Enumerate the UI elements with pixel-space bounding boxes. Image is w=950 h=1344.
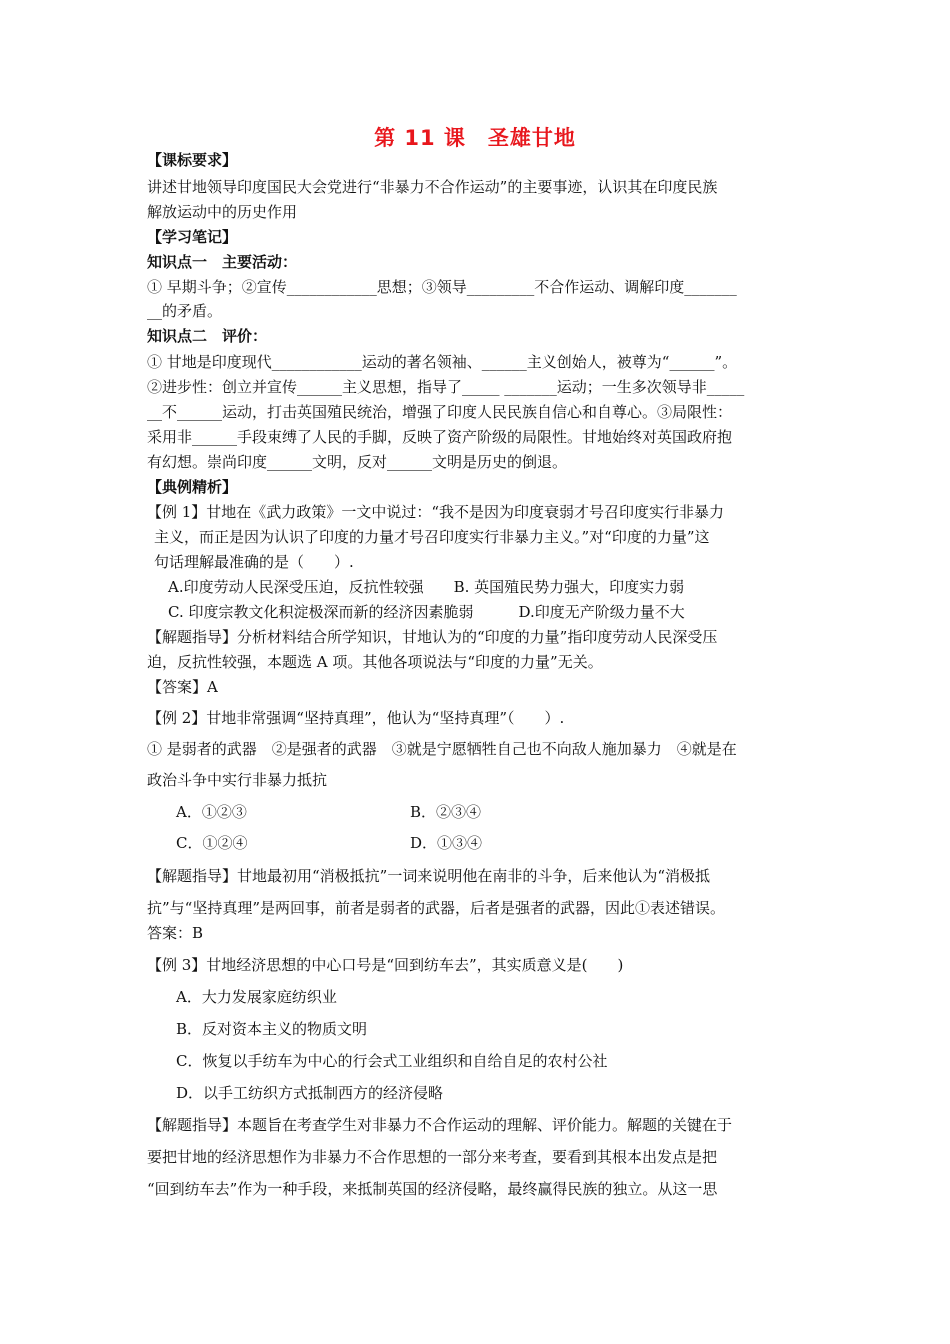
example-1-guide: 迫，反抗性较强，本题选 A 项。其他各项说法与“印度的力量”无关。 xyxy=(147,653,603,671)
section-header-examples: 【典例精析】 xyxy=(147,478,238,496)
example-1-question: 主义，而正是因为认识了印度的力量才号召印度实行非暴力主义。”对“印度的力量”这 xyxy=(154,528,710,546)
example-2-option-b: B．②③④ xyxy=(410,803,482,821)
example-1-options: C. 印度宗教文化积淀极深而新的经济因素脆弱 D.印度无产阶级力量不大 xyxy=(168,603,685,621)
example-3-guide: 【解题指导】本题旨在考查学生对非暴力不合作运动的理解、评价能力。解题的关键在于 xyxy=(147,1116,733,1134)
example-2-statements: 政治斗争中实行非暴力抵抗 xyxy=(147,771,328,789)
example-2-option-c: C．①②④ xyxy=(176,834,248,852)
example-3-option-b: B．反对资本主义的物质文明 xyxy=(176,1020,368,1038)
example-1-answer: 【答案】A xyxy=(147,678,218,696)
example-2-statements: ① 是弱者的武器 ②是强者的武器 ③就是宁愿牺牲自己也不向敌人施加暴力 ④就是在 xyxy=(147,740,737,758)
knowledge-point-1-title: 知识点一 主要活动： xyxy=(147,253,298,271)
example-3-option-c: C．恢复以手纺车为中心的行会式工业组织和自给自足的农村公社 xyxy=(176,1052,608,1070)
example-2-question: 【例 2】甘地非常强调“坚持真理”，他认为“坚持真理”（ ）. xyxy=(147,709,565,727)
example-1-options: A.印度劳动人民深受压迫，反抗性较强 B. 英国殖民势力强大，印度实力弱 xyxy=(168,578,685,596)
knowledge-point-2-title: 知识点二 评价： xyxy=(147,327,268,345)
section-header-standard: 【课标要求】 xyxy=(147,151,238,169)
text-line: __的矛盾。 xyxy=(147,302,223,320)
example-1-question: 【例 1】甘地在《武力政策》一文中说过：“我不是因为印度衰弱才号召印度实行非暴力 xyxy=(147,503,724,521)
text-line: ① 早期斗争；②宣传____________思想；③领导_________不合作运动、调解印度_______ xyxy=(147,278,737,296)
example-3-question: 【例 3】甘地经济思想的中心口号是“回到纺车去”，其实质意义是( ) xyxy=(147,956,624,974)
text-line: __不______运动，打击英国殖民统治，增强了印度人民民族自信心和自尊心。③局限性： xyxy=(147,403,733,421)
example-2-option-a: A．①②③ xyxy=(176,803,247,821)
example-2-guide: 【解题指导】甘地最初用“消极抵抗”一词来说明他在南非的斗争，后来他认为“消极抵 xyxy=(147,867,711,885)
section-header-notes: 【学习笔记】 xyxy=(147,228,238,246)
example-1-question: 句话理解最准确的是（ ）. xyxy=(154,553,354,571)
text-line: 讲述甘地领导印度国民大会党进行“非暴力不合作运动”的主要事迹，认识其在印度民族 xyxy=(147,178,718,196)
page-title: 第 11 课 圣雄甘地 xyxy=(374,126,576,150)
example-3-guide: “回到纺车去”作为一种手段，来抵制英国的经济侵略，最终赢得民族的独立。从这一思 xyxy=(147,1180,718,1198)
example-3-option-d: D．以手工纺织方式抵制西方的经济侵略 xyxy=(176,1084,444,1102)
text-line: 解放运动中的历史作用 xyxy=(147,203,298,221)
example-1-guide: 【解题指导】分析材料结合所学知识，甘地认为的“印度的力量”指印度劳动人民深受压 xyxy=(147,628,718,646)
text-line: ②进步性：创立并宣传______主义思想，指导了_____ _______运动；一生多次领导非_____ xyxy=(147,378,745,396)
example-2-guide: 抗”与“坚持真理”是两回事，前者是弱者的武器，后者是强者的武器，因此①表述错误。 xyxy=(147,899,726,917)
text-line: 采用非______手段束缚了人民的手脚，反映了资产阶级的局限性。甘地始终对英国政府抱 xyxy=(147,428,733,446)
example-2-option-d: D．①③④ xyxy=(410,834,483,852)
example-3-option-a: A．大力发展家庭纺织业 xyxy=(176,988,337,1006)
example-2-answer: 答案：B xyxy=(147,924,204,942)
text-line: 有幻想。崇尚印度______文明，反对______文明是历史的倒退。 xyxy=(147,453,568,471)
example-3-guide: 要把甘地的经济思想作为非暴力不合作思想的一部分来考查，要看到其根本出发点是把 xyxy=(147,1148,718,1166)
text-line: ① 甘地是印度现代____________运动的著名领袖、______主义创始人，被尊为“______”。 xyxy=(147,353,738,371)
